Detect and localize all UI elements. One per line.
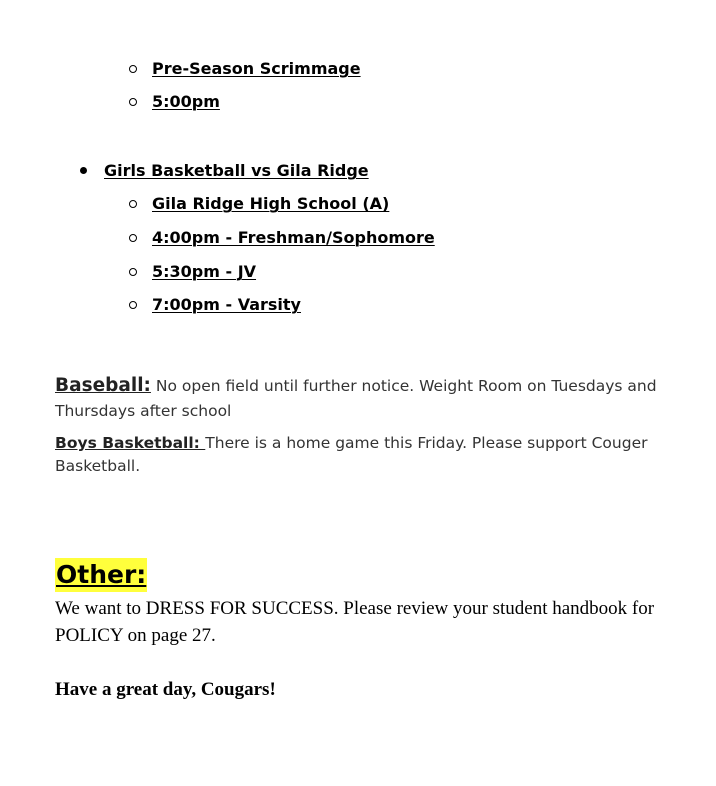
circle-bullet-icon [129, 301, 137, 309]
sub-item-preseason-scrimmage: Pre-Season Scrimmage [152, 59, 361, 78]
baseball-paragraph [55, 373, 685, 424]
baseball-label: Baseball: [55, 375, 151, 396]
circle-bullet-icon [129, 268, 137, 276]
event-location: Gila Ridge High School (A) [152, 194, 390, 213]
other-heading: Other: [55, 558, 147, 592]
event-time-varsity: 7:00pm - Varsity [152, 295, 301, 314]
disc-bullet-icon [80, 167, 87, 174]
event-title: Girls Basketball vs Gila Ridge [104, 161, 369, 180]
baseball-text: No open field until further notice. Weight Room on Tuesdays and Thursdays after school [55, 377, 657, 420]
boys-basketball-paragraph [55, 432, 685, 478]
boys-basketball-text: There is a home game this Friday. Please support Couger Basketball. [55, 434, 648, 475]
other-paragraph: We want to DRESS FOR SUCCESS. Please review your student handbook for POLICY on page 27. [55, 598, 655, 646]
boys-basketball-label: Boys Basketball: [55, 434, 206, 452]
sub-item-time: 5:00pm [152, 92, 220, 111]
event-time-frosh-soph: 4:00pm - Freshman/Sophomore [152, 228, 435, 247]
closing-line: Have a great day, Cougars! [55, 679, 276, 700]
event-time-jv: 5:30pm - JV [152, 262, 257, 281]
circle-bullet-icon [129, 98, 137, 106]
circle-bullet-icon [129, 65, 137, 73]
circle-bullet-icon [129, 234, 137, 242]
circle-bullet-icon [129, 200, 137, 208]
